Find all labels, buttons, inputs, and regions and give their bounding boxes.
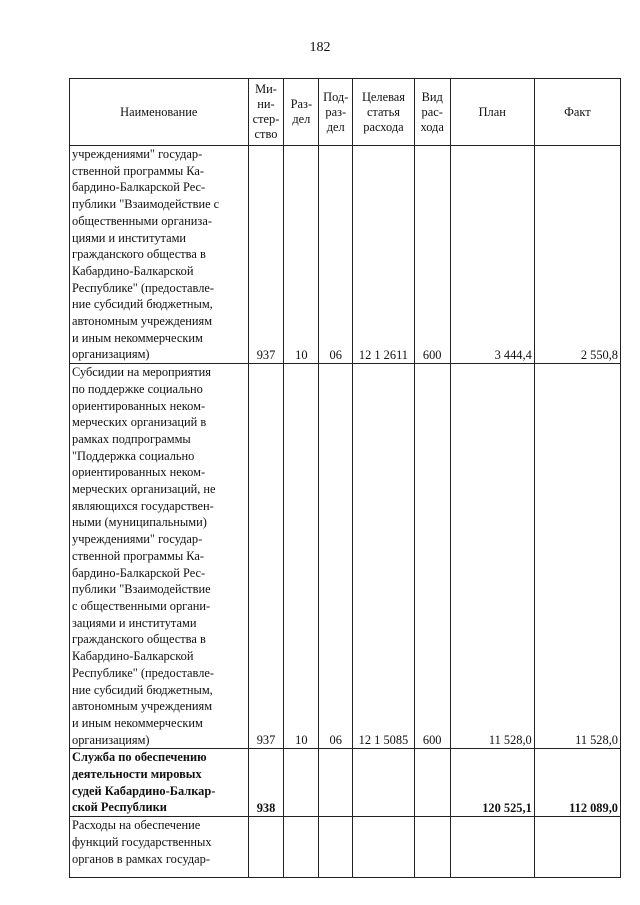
- cell-name-line: организациям): [72, 732, 150, 747]
- cell-name-line: общественными организа-: [72, 213, 212, 228]
- cell-name-line: функций государственных: [72, 834, 212, 849]
- cell-name-line: и иным некоммерческим: [72, 715, 203, 730]
- header-target-line: расхода: [363, 119, 404, 134]
- cell-name-line: рамках подпрограммы: [72, 431, 191, 446]
- header-ministry: [248, 79, 284, 146]
- cell-name-line: Расходы на обеспечение: [72, 818, 201, 833]
- header-ministry-line: ни-: [257, 97, 275, 111]
- cell-name: [70, 146, 249, 364]
- cell-name-line: учреждениями" государ-: [72, 532, 203, 547]
- cell-kind: 600: [414, 146, 450, 364]
- header-name: Наименование: [70, 79, 249, 146]
- header-row: [70, 79, 621, 146]
- cell-subsection: 06: [319, 146, 353, 364]
- header-kind-line: рас-: [421, 104, 443, 119]
- cell-name-line: являющихся государствен-: [72, 498, 214, 513]
- cell-section: [284, 817, 319, 878]
- cell-plan: 11 528,0: [450, 364, 534, 749]
- cell-name-line: Республике" (предоставле-: [72, 665, 215, 680]
- cell-name-line: ственной программы Ка-: [72, 548, 205, 563]
- cell-subsection: [319, 749, 353, 817]
- cell-name-line: автономным учреждениям: [72, 699, 213, 714]
- cell-name-line: публики "Взаимодействие с: [72, 197, 220, 212]
- cell-name-line: публики "Взаимодействие: [72, 582, 211, 597]
- header-ministry-line: Ми-: [255, 82, 277, 96]
- cell-name-line: по поддержке социально: [72, 381, 203, 396]
- cell-fact: 2 550,8: [534, 146, 620, 364]
- header-section-line: Раз-: [290, 97, 313, 111]
- cell-name-line: Кабардино-Балкарской: [72, 263, 194, 278]
- cell-name-line: с общественными органи-: [72, 598, 211, 613]
- cell-kind: 600: [414, 364, 450, 749]
- header-kind-line: хода: [420, 119, 444, 134]
- cell-subsection: [319, 817, 353, 878]
- header-subsection-line: Под-: [323, 89, 349, 104]
- table-body: [70, 146, 621, 878]
- cell-name-line: зациями и институтами: [72, 615, 197, 630]
- header-target-line: статья: [366, 104, 400, 119]
- table-row: [70, 364, 621, 749]
- page-number: 182: [309, 40, 331, 55]
- header-target: [353, 79, 415, 146]
- cell-kind: [414, 817, 450, 878]
- cell-ministry: 937: [248, 146, 284, 364]
- header-ministry-line: стер-: [252, 112, 280, 126]
- cell-fact: 112 089,0: [534, 749, 620, 817]
- cell-name-line: циями и институтами: [72, 230, 187, 245]
- header-target-line: Целевая: [361, 89, 405, 104]
- cell-name-line: Субсидии на мероприятия: [72, 365, 211, 380]
- cell-name-line: органов в рамках государ-: [72, 851, 211, 866]
- cell-name-line: организациям): [72, 347, 150, 362]
- cell-fact: 11 528,0: [534, 364, 620, 749]
- cell-name-line: ние субсидий бюджетным,: [72, 297, 213, 312]
- cell-name-line: Республике" (предоставле-: [72, 280, 215, 295]
- cell-target: 12 1 2611: [353, 146, 415, 364]
- cell-plan: 120 525,1: [450, 749, 534, 817]
- cell-name-line: автономным учреждениям: [72, 314, 213, 329]
- cell-name-line: деятельности мировых: [72, 767, 202, 782]
- cell-section: 10: [284, 146, 319, 364]
- cell-ministry: 938: [248, 749, 284, 817]
- cell-plan: 3 444,4: [450, 146, 534, 364]
- cell-target: 12 1 5085: [353, 364, 415, 749]
- cell-name-line: учреждениями" государ-: [72, 147, 203, 161]
- cell-name-line: ской Республики: [72, 800, 167, 815]
- cell-name-line: ственной программы Ка-: [72, 163, 205, 178]
- cell-section: [284, 749, 319, 817]
- cell-name-line: ние субсидий бюджетным,: [72, 682, 213, 697]
- cell-name-line: гражданского общества в: [72, 247, 206, 262]
- cell-name-line: гражданского общества в: [72, 632, 206, 647]
- cell-name-line: Служба по обеспечению: [72, 750, 207, 765]
- header-subsection-line: раз-: [325, 104, 347, 119]
- header-section-line: дел: [292, 112, 311, 126]
- cell-section: 10: [284, 364, 319, 749]
- cell-name-line: ориентированных неком-: [72, 398, 206, 413]
- table-row: [70, 817, 621, 878]
- header-subsection-line: дел: [326, 119, 345, 134]
- cell-name-line: ориентированных неком-: [72, 465, 206, 480]
- cell-name-line: мерческих организаций, не: [72, 482, 216, 497]
- cell-kind: [414, 749, 450, 817]
- header-section: [284, 79, 319, 146]
- cell-ministry: [248, 817, 284, 878]
- table-row: [70, 749, 621, 817]
- cell-name-line: бардино-Балкарской Рес-: [72, 180, 206, 195]
- cell-subsection: 06: [319, 364, 353, 749]
- header-fact: Факт: [534, 79, 620, 146]
- cell-target: [353, 749, 415, 817]
- cell-fact: [534, 817, 620, 878]
- cell-target: [353, 817, 415, 878]
- cell-name-line: судей Кабардино-Балкар-: [72, 783, 216, 798]
- cell-name-line: Кабардино-Балкарской: [72, 649, 194, 664]
- cell-name: [70, 749, 249, 817]
- table-row: [70, 146, 621, 364]
- cell-name-line: бардино-Балкарской Рес-: [72, 565, 206, 580]
- header-ministry-line: ство: [254, 127, 278, 141]
- header-subsection: [319, 79, 353, 146]
- cell-name-line: "Поддержка социально: [72, 448, 195, 463]
- header-kind-line: Вид: [421, 89, 443, 104]
- cell-name-line: и иным некоммерческим: [72, 330, 203, 345]
- cell-ministry: 937: [248, 364, 284, 749]
- cell-plan: [450, 817, 534, 878]
- budget-table: [69, 78, 621, 878]
- cell-name: [70, 817, 249, 878]
- cell-name-line: ными (муниципальными): [72, 515, 207, 530]
- header-plan: План: [450, 79, 534, 146]
- header-kind: [414, 79, 450, 146]
- cell-name-line: мерческих организаций в: [72, 415, 207, 430]
- cell-name: [70, 364, 249, 749]
